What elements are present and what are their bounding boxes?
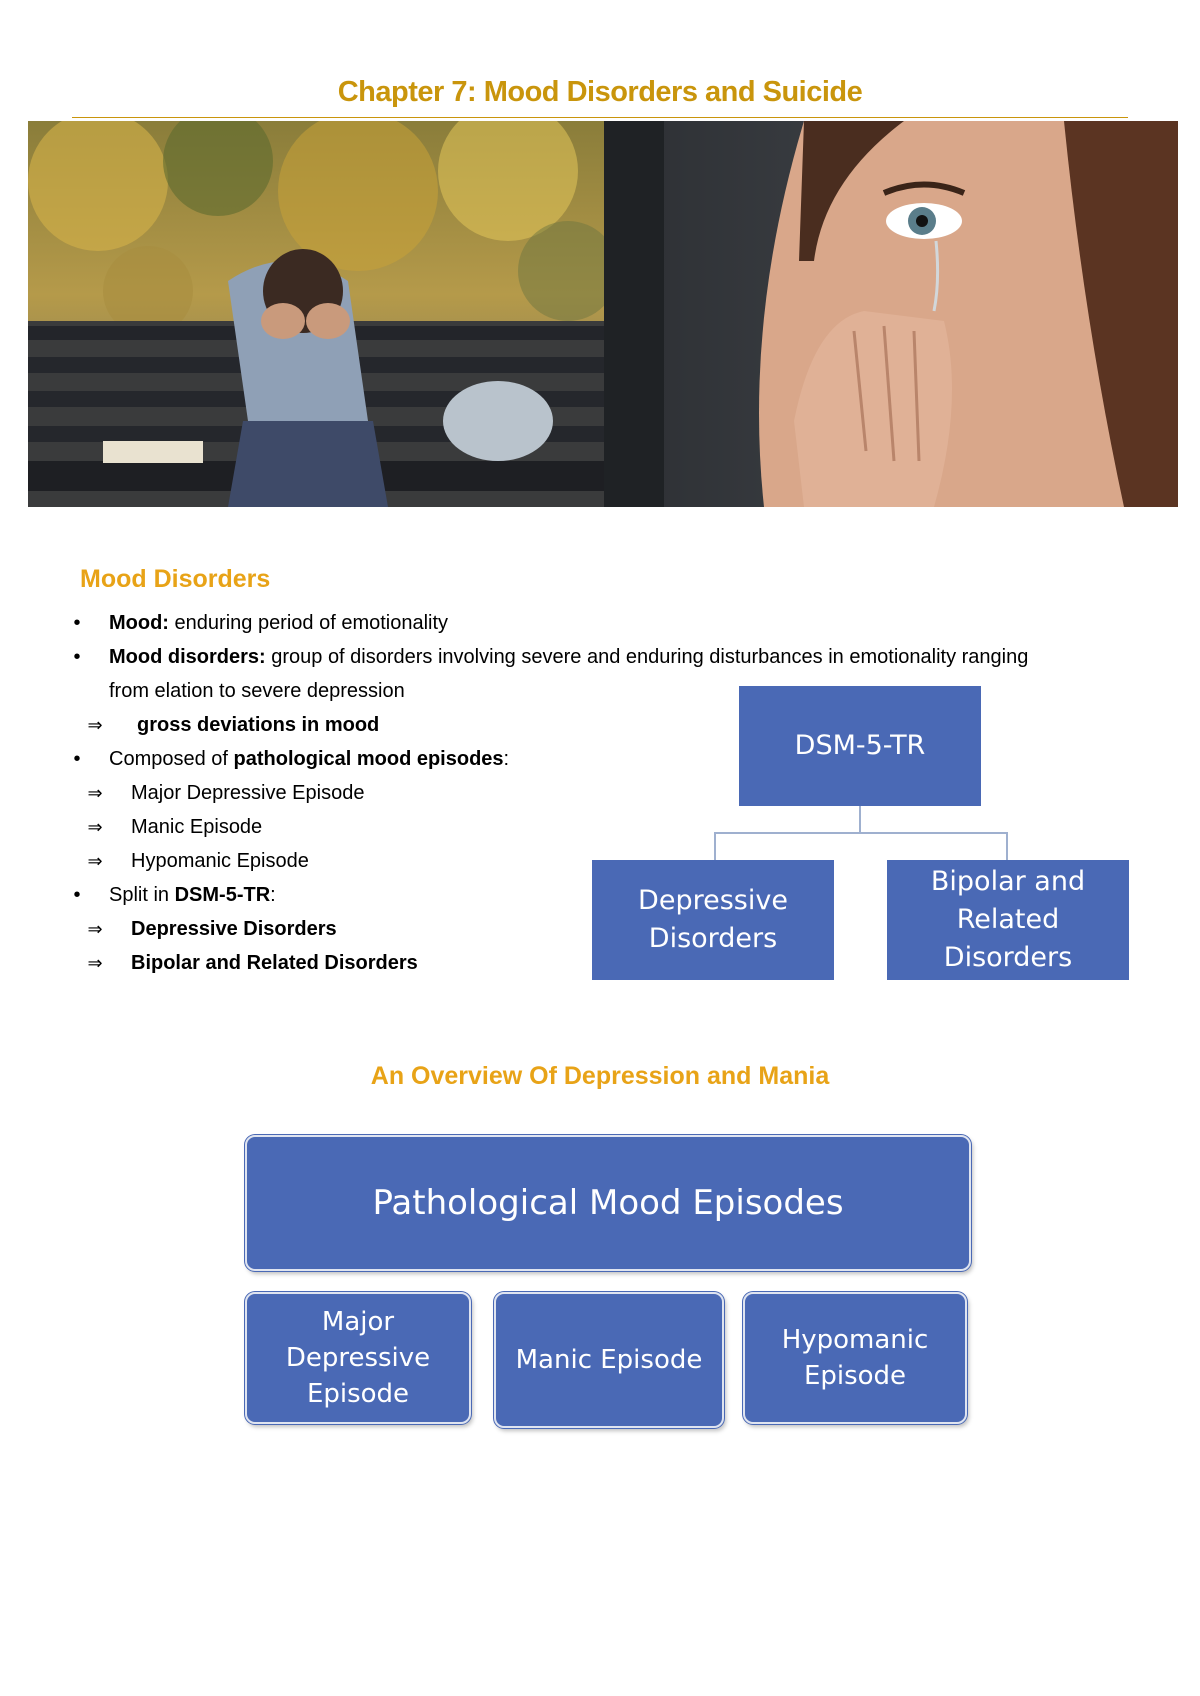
diagram-node-root: DSM-5-TR	[739, 686, 981, 806]
arrow-icon: ⇒	[87, 715, 103, 735]
photo-woman-crying	[604, 121, 1178, 507]
list-item-text: Manic Episode	[131, 816, 263, 838]
emphasis: DSM-5-TR	[174, 884, 271, 906]
list-item-text: Major Depressive Episode	[131, 782, 365, 804]
list-subitem	[62, 810, 1142, 844]
photo-man-on-bench	[28, 121, 604, 507]
emphasis: Depressive Disorders	[131, 918, 337, 940]
diagram-node-depressive-disorders: Depressive Disorders	[592, 860, 834, 980]
definition: group of disorders involving severe and enduring disturbances in emotionality ranging	[265, 646, 1029, 668]
bullet-dot: •	[73, 646, 81, 668]
definition: enduring period of emotionality	[168, 612, 449, 634]
diagram-node-root: Pathological Mood Episodes	[245, 1135, 971, 1271]
connector-line	[714, 832, 1008, 834]
list-item-text	[109, 606, 448, 640]
text-suffix: :	[270, 884, 276, 906]
arrow-icon: ⇒	[87, 783, 103, 803]
list-item	[62, 640, 1142, 674]
list-item-text	[131, 912, 337, 946]
text-prefix: Composed of	[109, 748, 234, 770]
term: Mood:	[109, 612, 169, 634]
emphasis: pathological mood episodes	[233, 748, 504, 770]
connector-line	[859, 806, 861, 833]
definition-continued: from elation to severe depression	[109, 680, 405, 702]
list-item-text	[137, 708, 379, 742]
arrow-icon: ⇒	[87, 817, 103, 837]
page-title: Chapter 7: Mood Disorders and Suicide	[337, 76, 863, 108]
list-item-text: Hypomanic Episode	[131, 850, 309, 872]
emphasis: Bipolar and Related Disorders	[131, 952, 418, 974]
bullet-dot: •	[73, 884, 81, 906]
list-item-text	[131, 946, 418, 980]
section-heading-overview: An Overview Of Depression and Mania	[370, 1062, 830, 1090]
arrow-icon: ⇒	[87, 953, 103, 973]
bullet-dot: •	[73, 612, 81, 634]
connector-line	[714, 832, 716, 860]
bullet-dot: •	[73, 748, 81, 770]
title-underline	[72, 117, 1128, 118]
arrow-icon: ⇒	[87, 919, 103, 939]
diagram-node-hypomanic-episode: Hypomanic Episode	[743, 1292, 967, 1424]
term: Mood disorders:	[109, 646, 266, 668]
emphasis: gross deviations in mood	[137, 714, 380, 736]
list-item-text	[109, 742, 509, 776]
diagram-node-bipolar-disorders: Bipolar and Related Disorders	[887, 860, 1129, 980]
diagram-node-major-depressive-episode: Major Depressive Episode	[245, 1292, 471, 1424]
text-prefix: Split in	[109, 884, 175, 906]
list-item	[62, 606, 1142, 640]
list-item-text	[109, 878, 276, 912]
text-suffix: :	[503, 748, 510, 770]
section-heading-mood-disorders: Mood Disorders	[80, 565, 271, 593]
arrow-icon: ⇒	[87, 851, 103, 871]
connector-line	[1006, 832, 1008, 860]
diagram-node-manic-episode: Manic Episode	[494, 1292, 724, 1428]
list-item-text	[109, 640, 1028, 674]
